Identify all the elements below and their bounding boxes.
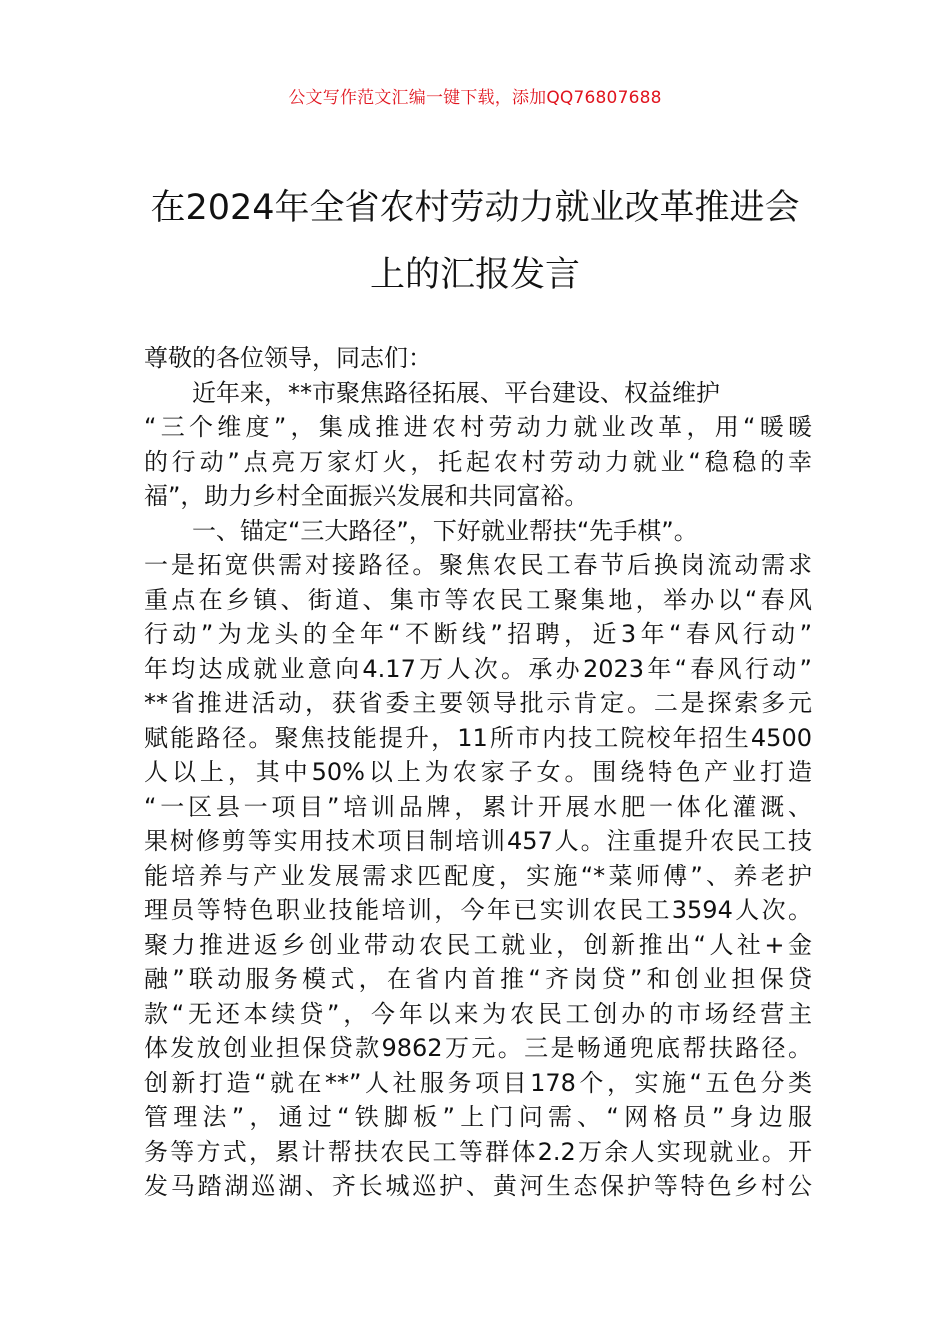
paragraph-line: 行动”为龙头的全年“不断线”招聘，近3年“春风行动” xyxy=(144,620,812,648)
salutation: 尊敬的各位领导，同志们： xyxy=(144,344,432,372)
paragraph-line: 福”，助力乡村全面振兴发展和共同富裕。 xyxy=(144,482,589,510)
paragraph-line: 管理法”，通过“铁脚板”上门问需、“网格员”身边服 xyxy=(144,1103,812,1131)
title-line: 上的汇报发言 xyxy=(369,255,580,295)
paragraph-line: 年均达成就业意向4.17万人次。承办2023年“春风行动” xyxy=(144,654,812,683)
paragraph-line: **省推进活动，获省委主要领导批示肯定。二是探索多元 xyxy=(144,689,812,717)
paragraph-line: 款“无还本续贷”，今年以来为农民工创办的市场经营主 xyxy=(144,999,812,1028)
paragraph-line: 重点在乡镇、街道、集市等农民工聚集地，举办以“春风 xyxy=(144,585,812,614)
paragraph-line: 人以上，其中50%以上为农家子女。围绕特色产业打造 xyxy=(144,758,812,786)
paragraph-line: 融”联动服务模式，在省内首推“齐岗贷”和创业担保贷 xyxy=(144,965,812,993)
paragraph-line: “三个维度”，集成推进农村劳动力就业改革，用“暖暖 xyxy=(144,413,812,441)
paragraph-line: 果树修剪等实用技术项目制培训457人。注重提升农民工技 xyxy=(144,827,812,855)
paragraph-line: 务等方式，累计帮扶农民工等群体2.2万余人实现就业。开 xyxy=(144,1137,812,1166)
section-heading: 一、锚定“三大路径”，下好就业帮扶“先手棋”。 xyxy=(192,516,698,545)
paragraph-line: 近年来，**市聚焦路径拓展、平台建设、权益维护 xyxy=(192,378,720,407)
paragraph-line: 体发放创业担保贷款9862万元。三是畅通兜底帮扶路径。 xyxy=(144,1034,812,1062)
paragraph-line: “一区县一项目”培训品牌，累计开展水肥一体化灌溉、 xyxy=(144,792,812,821)
paragraph-line: 创新打造“就在**”人社服务项目178个，实施“五色分类 xyxy=(144,1068,812,1097)
paragraph-line: 发马踏湖巡湖、齐长城巡护、黄河生态保护等特色乡村公 xyxy=(144,1172,812,1200)
paragraph-line: 一是拓宽供需对接路径。聚焦农民工春节后换岗流动需求 xyxy=(144,551,812,579)
paragraph-line: 理员等特色职业技能培训，今年已实训农民工3594人次。 xyxy=(144,896,812,924)
paragraph-line: 能培养与产业发展需求匹配度，实施“*菜师傅”、养老护 xyxy=(144,861,812,890)
document-title xyxy=(120,175,830,309)
header-banner: 公文写作范文汇编一键下载，添加QQ76807688 xyxy=(288,88,662,108)
title-line: 在2024年全省农村劳动力就业改革推进会 xyxy=(150,188,800,228)
document-body xyxy=(144,341,812,1204)
paragraph-line: 的行动”点亮万家灯火，托起农村劳动力就业“稳稳的幸 xyxy=(144,447,812,476)
paragraph-line: 聚力推进返乡创业带动农民工就业，创新推出“人社+金 xyxy=(144,930,812,959)
paragraph-line: 赋能路径。聚焦技能提升，11所市内技工院校年招生4500 xyxy=(144,723,812,752)
